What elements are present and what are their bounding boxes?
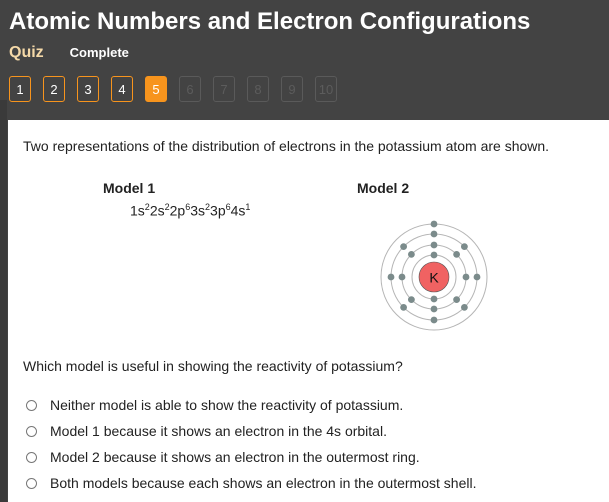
radio-button[interactable] [26,478,37,489]
question-prompt: Which model is useful in showing the reactivity of potassium? [23,358,403,374]
config-orbital: 2s [149,202,165,219]
pager-button-5[interactable]: 5 [145,76,167,102]
section-label: Quiz [9,44,44,61]
answer-option-1[interactable] [26,392,476,418]
config-orbital: 3p [210,202,226,219]
nucleus-symbol: K [429,269,439,286]
model2-label: Model 2 [357,180,410,196]
question-intro: Two representations of the distribution of electrons in the potassium atom are shown. [23,138,550,154]
pager-button-8: 8 [247,76,269,102]
pager-button-6: 6 [179,76,201,102]
pager-button-9: 9 [281,76,303,102]
pager-button-1[interactable]: 1 [9,76,31,102]
answer-options [26,392,476,496]
page-title: Atomic Numbers and Electron Configurations [9,8,531,35]
pager-button-2[interactable]: 2 [43,76,65,102]
left-edge-strip [0,100,7,502]
answer-option-2[interactable] [26,418,476,444]
answer-option-3[interactable] [26,444,476,470]
option-label: Both models because each shows an electron in the outermost shell. [50,475,477,491]
pager-button-10: 10 [315,76,337,102]
radio-button[interactable] [26,452,37,463]
pager-button-4[interactable]: 4 [111,76,133,102]
config-orbital: 3s [190,202,206,219]
option-label: Model 1 because it shows an electron in the 4s orbital. [50,423,387,439]
config-orbital: 1s [130,202,145,219]
model1-label: Model 1 [103,180,156,196]
pager-button-3[interactable]: 3 [77,76,99,102]
option-label: Neither model is able to show the reactivity of potassium. [50,397,404,413]
config-count: 2 [164,202,170,212]
config-count: 2 [144,202,150,212]
question-panel [8,120,609,502]
electron-configuration [130,202,250,219]
option-label: Model 2 because it shows an electron in the outermost ring. [50,449,420,465]
question-pager [9,76,337,102]
radio-button[interactable] [26,400,37,411]
status-label: Complete [69,45,129,60]
bohr-model-diagram [380,214,492,340]
subheader [9,44,129,62]
pager-button-7: 7 [213,76,235,102]
config-count: 6 [225,202,231,212]
answer-option-4[interactable] [26,470,476,496]
radio-button[interactable] [26,426,37,437]
config-orbital: 2p [169,202,186,219]
config-count: 6 [185,202,191,212]
config-count: 2 [205,202,211,212]
config-count: 1 [245,202,251,212]
config-orbital: 4s [230,202,246,219]
